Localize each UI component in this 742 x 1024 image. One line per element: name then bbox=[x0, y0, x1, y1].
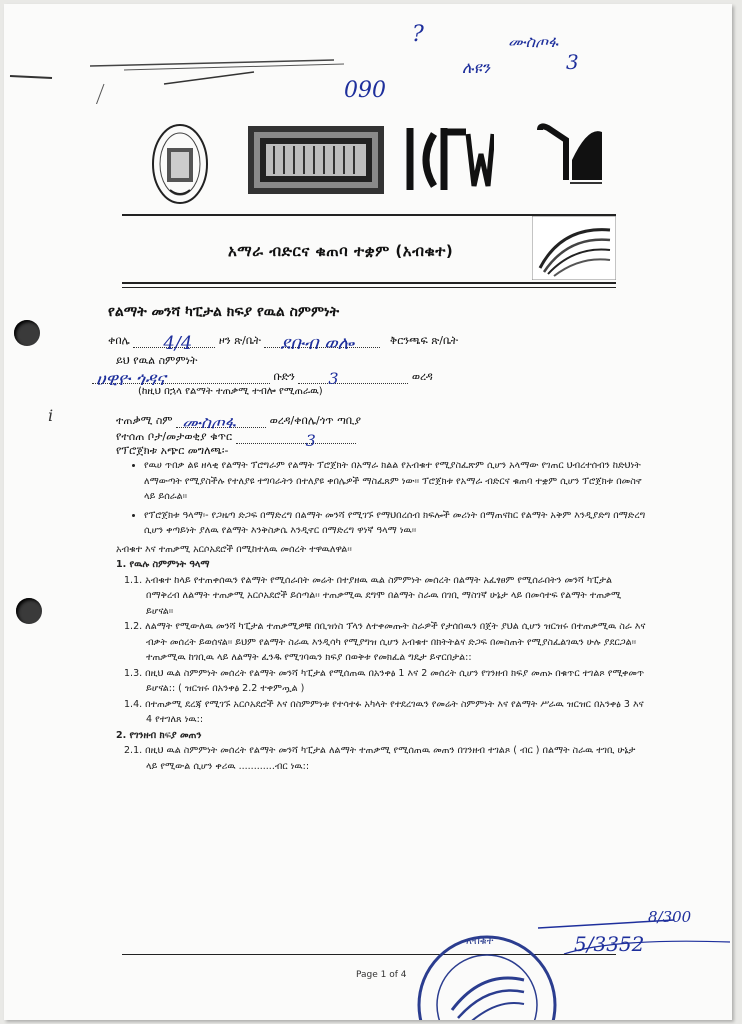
partner-banner-logo bbox=[248, 126, 384, 194]
field-line-group bbox=[92, 369, 433, 390]
group-label: ቡድን bbox=[273, 370, 295, 383]
punch-hole-bottom bbox=[16, 598, 42, 624]
item-1-2: 1.2. ለልማት የሚውለዉ መንሻ ካፒታል ተጠቃሚዎቹ በቢዝነስ ፕላን ለተቀመጡት ስራዎች የታሰበዉን በጀት ያህል ሲሆን ዝርዝሩ በተጠቃሚዉ ስራ እና ብቃት መሰረት ይወሰናል፡፡ ይህም የልማት ስራዉ እንዲሳካ የሚያግዝ ሲሆን አብቁተ በክትትልና ድጋፍ በመስጠት የሚያስፈልገዉን ሁሉ ያደርጋል፡፡ ተጠቃሚዉ ከገቢዉ ላይ ለልማት ፈንዱ የሚገባዉን ክፍያ በወቅቱ የመክፈል ግዴታ ይኖርበታል:: bbox=[124, 621, 646, 663]
field-line-background bbox=[116, 444, 228, 458]
handwritten-top-name: ሙስጦፋ bbox=[508, 32, 559, 51]
kfw-logo bbox=[404, 124, 494, 194]
background-label: የፕሮጀክቱ አጭር መግለጫ፡- bbox=[116, 444, 229, 457]
background-bullets bbox=[116, 458, 646, 539]
item-1-4: 1.4. በተጠቃሚ ደረጃ የሚገኙ አርሶአደሮች እና በስምምነቱ የተሳተፉ አካላት የተደረገዉን የመሬት ስምምነት እና የልማት ሥራዉ ዝርዝር በአንቀፅ 3 እና 4 የተገለጸ ነዉ:: bbox=[124, 698, 644, 725]
agreement-intro: አብቁተ እና ተጠቃሚ አርሶአደሮች በሚከተለዉ መሰረት ተዋዉለዋል፡፡ bbox=[116, 543, 352, 555]
handwritten-member-number: 3 bbox=[305, 431, 316, 450]
punch-hole-top bbox=[14, 320, 40, 346]
member-label: ተጠቃሚ ስም bbox=[116, 414, 173, 427]
handwritten-signature-number-1: 8/300 bbox=[648, 908, 692, 926]
background-bullet-1: • የዉሀ ጥበቃ ልዩ ዘላቂ የልማት ፕሮግራም የልማት ፕሮጀክት በአማራ ክልል የአብቁተ የሚያስፈጽም ሲሆን አላማው የገጠር ህብረተሰብን ከድህነት ለማውጣት የሚያስችሉ የተለያዩ ተግባራትን በተለያዩ ቀበሌዎች ማስፈጸም ነው፡፡ ፕሮጀክቱ የአማራ ብድርና ቁጠባ ተቋም ሲሆን ፕሮጀክቱ በመስኖ ላይ ይሰራል። bbox=[144, 458, 646, 505]
handwritten-group-number: 3 bbox=[328, 369, 339, 388]
zone-label: ዞን ጽ/ቤት bbox=[218, 334, 261, 347]
section-1-heading: 1. የዉሉ ስምምነት ዓላማ bbox=[116, 559, 210, 570]
item-1-3: 1.3. በዚህ ዉል ስምምነት መሰረት የልማት መንሻ ካፒታል የሚሰጠዉ በአንቀፅ 1 እና 2 መሰረት ሲሆን የገንዘብ ክፍያ መጠኑ በቁጥር ተገልጾ የሚቀመጥ ይሆናል:: ( ዝርዝሩ በአንቀፅ 2.2 ተቀምጧል ) bbox=[124, 667, 645, 694]
cooperation-agency-logo bbox=[536, 120, 606, 190]
field-line-contract bbox=[116, 354, 197, 368]
header-rule-bottom bbox=[122, 282, 616, 284]
stamp-text: አብቁተ bbox=[466, 936, 494, 947]
section-2-heading: 2. የገንዘብ ክፍያ መጠን bbox=[116, 729, 202, 741]
document-page bbox=[4, 4, 732, 1020]
handwritten-top-number: 3 bbox=[566, 50, 579, 74]
government-emblem-logo bbox=[150, 122, 210, 206]
acsi-logo bbox=[532, 216, 616, 280]
kebele-label: ቀበሌ bbox=[108, 334, 130, 347]
branch-label: ቅርንጫፍ ጽ/ቤት bbox=[389, 334, 459, 347]
handwritten-top-abbrev: ሉዩን bbox=[462, 58, 490, 77]
parenthetical-note: (ከዚህ በኋላ የልማት ተጠቃሚ ተብሎ የሚጠራዉ) bbox=[138, 386, 323, 397]
handwritten-kebele: 4/4 bbox=[163, 333, 193, 354]
background-bullet-2: • የፕሮጀክቱ ዓላማ፡- የጋዜጣ ድጋፍ በማድረግ በልማት መንሻ የሚገኙ የማህበረሰብ ክፍሎች መሪነት በማጠናከር የልማት አቅም እንዲያድግ በማድረግ ሲሆን ቀጣይነት ያለዉ የልማት እንቅስቃሴ እንዲኖር በማድረግ ዋነኛ ዓላማ ነዉ፡፡ bbox=[144, 508, 646, 539]
header-rule-bottom-thin bbox=[122, 287, 616, 288]
signature-strokes bbox=[534, 908, 732, 968]
handwritten-top-center-number: 090 bbox=[344, 78, 386, 103]
document-title: የልማት መንሻ ካፒታል ክፍያ የዉል ስምምነት bbox=[108, 304, 340, 320]
field-line-location bbox=[108, 333, 459, 354]
contract-body bbox=[116, 458, 646, 774]
field-line-member bbox=[116, 413, 362, 433]
handwritten-question-mark: ? bbox=[412, 22, 424, 47]
handwritten-zone: ደቡብ ወሎ bbox=[280, 333, 354, 354]
item-2-1: 2.1. በዚህ ዉል ስምምነት መሰረት የልማት መንሻ ካፒታል ለልማት ተጠቃሚ የሚሰጠዉ መጠን በገንዘብ ተገልጾ ( ብር ) በልማት ስራዉ ተገቢ ሁኔታ ላይ የሚውል ሲሆን ቀሪዉ ............ብር ነዉ:: bbox=[124, 745, 636, 772]
member-suffix: ወረዳ/ቀበሌ/ጎጥ ጣቢያ bbox=[269, 414, 362, 427]
margin-tick-mark: ⅰ bbox=[48, 406, 54, 425]
organization-name: አማራ ብድርና ቁጠባ ተቋም (አብቁተ) bbox=[228, 242, 454, 260]
handwritten-group: ሀዊዮ ጎዳና bbox=[96, 369, 166, 390]
contract-label: ይህ የዉል ስምምነት bbox=[116, 354, 198, 367]
page-number: Page 1 of 4 bbox=[356, 970, 407, 980]
handwritten-member-name: ሙስጦፋ bbox=[182, 413, 236, 433]
woreda-label: ወረዳ bbox=[411, 370, 433, 383]
handwritten-signature-number-2: 5/3352 bbox=[574, 932, 645, 956]
id-label: የተሰጠ ቦታ/መታወቂያ ቁጥር bbox=[116, 430, 233, 443]
field-line-id bbox=[116, 430, 356, 450]
item-1-1: 1.1. አብቁተ ከላይ የተጠቀሰዉን የልማት የሚሰራበት መሬት በተያዘዉ ዉል ስምምነት መሰረት በልማት አፈፃፀም የሚሰራበትን መንሻ ካፒታል በማቅረብ ለልማት ተጠቃሚ አርሶአደሮች ይሰጣል፡፡ ተጠቃሚዉ ደግሞ በልማት ስራዉ በገቢ ማስገኛ ሁኔታ ላይ በመሳተፍ የልማት ተጠቃሚ ይሆናል። bbox=[124, 574, 622, 617]
